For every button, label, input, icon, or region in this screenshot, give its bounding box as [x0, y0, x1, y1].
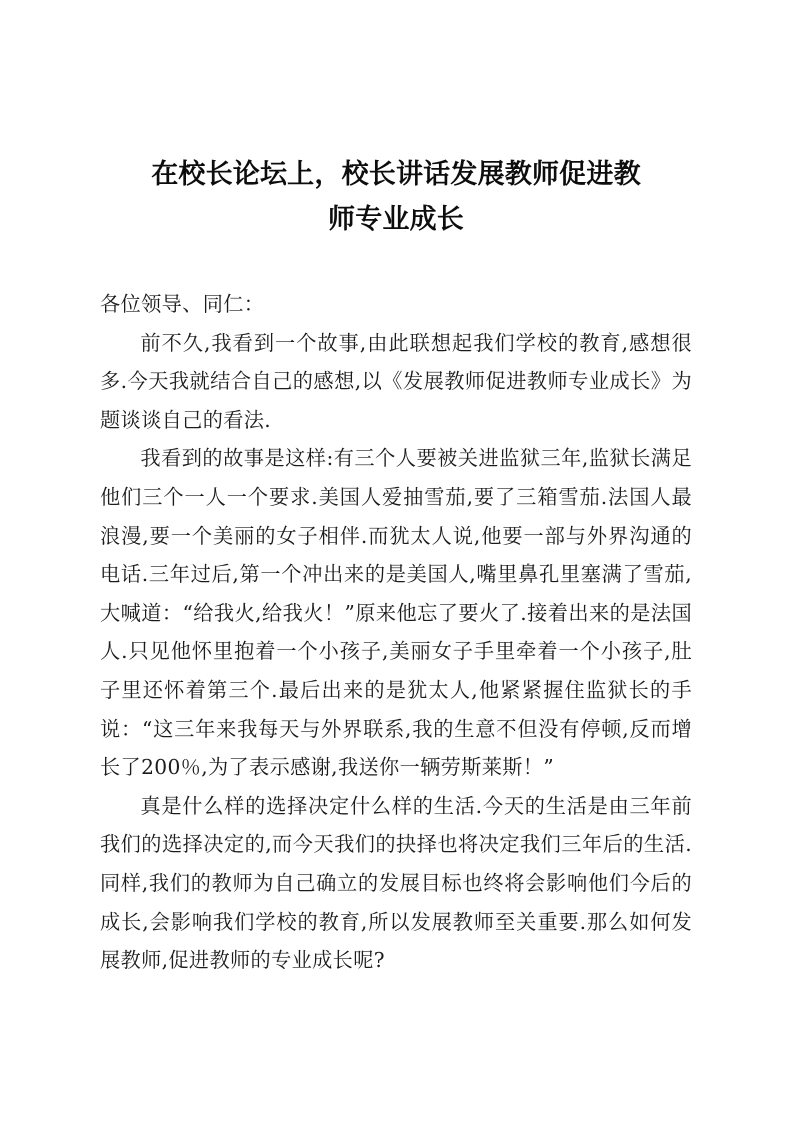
body-paragraph-3: 真是什么样的选择决定什么样的生活.今天的生活是由三年前我们的选择决定的,而今天我们的抉择也将决定我们三年后的生活.同样,我们的教师为自己确立的发展目标也终将会影响他们今后的成长,会影响我们学校的教育,所以发展教师至关重要.那么如何发展教师,促进教师的专业成长呢?	[100, 793, 692, 973]
body-paragraph-2: 我看到的故事是这样:有三个人要被关进监狱三年,监狱长满足他们三个一人一个要求.美国人爱抽雪茄,要了三箱雪茄.法国人最浪漫,要一个美丽的女子相伴.而犹太人说,他要一部与外界沟通的电话.三年过后,第一个冲出来的是美国人,嘴里鼻孔里塞满了雪茄,大喊道：“给我火,给我火！”原来他忘了要火了.接着出来的是法国人.只见他怀里抱着一个小孩子,美丽女子手里牵着一个小孩子,肚子里还怀着第三个.最后出来的是犹太人,他紧紧握住监狱长的手说：“这三年来我每天与外界联系,我的生意不但没有停顿,反而增长了200％,为了表示感谢,我送你一辆劳斯莱斯！”	[100, 446, 692, 780]
salutation-line: 各位领导、同仁：	[100, 292, 265, 316]
body-paragraph-1: 前不久,我看到一个故事,由此联想起我们学校的教育,感想很多.今天我就结合自己的感想,以《发展教师促进教师专业成长》为题谈谈自己的看法.	[100, 330, 692, 432]
document-body	[100, 242, 692, 980]
page-content-column	[100, 0, 692, 980]
page-title	[100, 0, 692, 242]
page-title-line-1: 在校长论坛上，校长讲话发展教师促进教	[151, 159, 641, 190]
page-title-line-2: 师专业成长	[328, 204, 464, 235]
